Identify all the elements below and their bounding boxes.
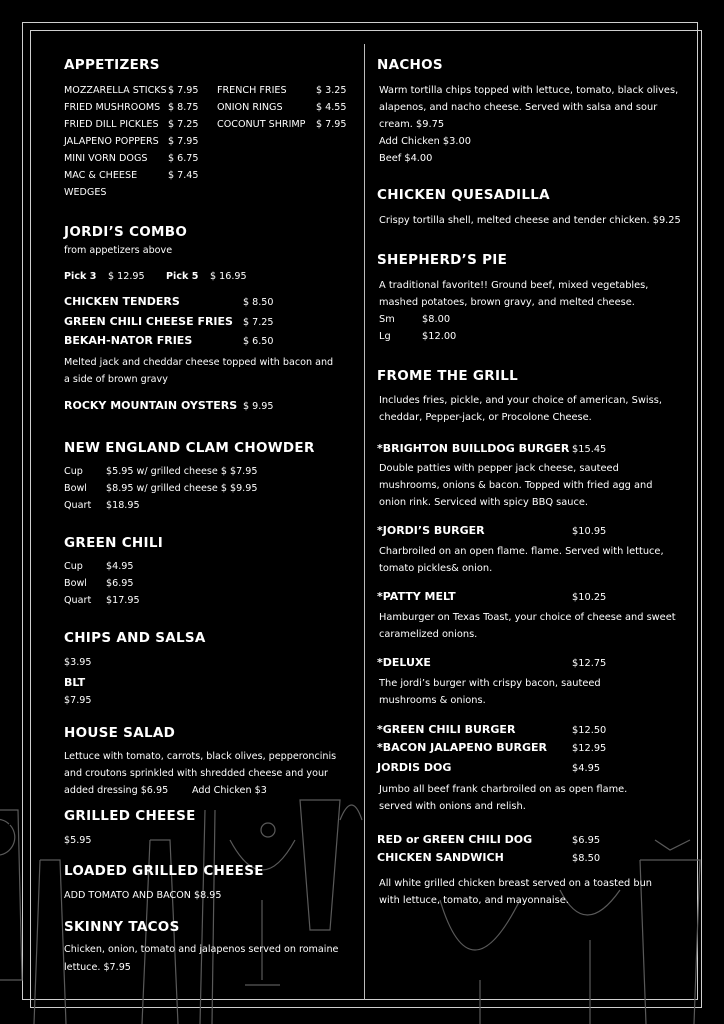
green-chili-price: $17.95 xyxy=(106,595,140,606)
appetizer-name: COCONUT SHRIMP xyxy=(217,119,306,130)
jordis-dog-price: $4.95 xyxy=(572,763,601,774)
patty-melt-name: *PATTY MELT xyxy=(377,590,456,603)
patty-melt-price: $10.25 xyxy=(572,592,607,603)
combo-item-name: BEKAH-NATOR FRIES xyxy=(64,334,193,347)
green-chili-size: Quart xyxy=(64,595,92,606)
green-chili-size: Cup xyxy=(64,561,83,572)
bacon-jalapeno-burger-price: $12.95 xyxy=(572,743,607,754)
brighton-burger-description: onion rink. Serviced with spicy BBQ sauce. xyxy=(379,497,588,508)
chowder-price: $18.95 xyxy=(106,500,140,511)
house-salad-description: and croutons sprinkled with shredded cheese and your xyxy=(64,768,328,779)
nachos-beef: Beef $4.00 xyxy=(379,153,433,164)
appetizer-name: FRIED DILL PICKLES xyxy=(64,119,159,130)
brighton-burger-description: Double patties with pepper jack cheese, sauteed xyxy=(379,463,619,474)
combo-heading: JORDI’S COMBO xyxy=(64,224,188,240)
chips-heading: CHIPS AND SALSA xyxy=(64,630,206,646)
patty-melt-description: Hamburger on Texas Toast, your choice of cheese and sweet xyxy=(379,612,676,623)
green-chili-burger-name: *GREEN CHILI BURGER xyxy=(377,723,516,736)
shepherds-pie-price: $12.00 xyxy=(422,331,457,342)
skinny-tacos-description: lettuce. $7.95 xyxy=(64,962,131,973)
jordis-dog-description: served with onions and relish. xyxy=(379,801,526,812)
house-salad-heading: HOUSE SALAD xyxy=(64,725,176,741)
loaded-grilled-cheese-line: ADD TOMATO AND BACON $8.95 xyxy=(64,890,222,901)
loaded-grilled-cheese-heading: LOADED GRILLED CHEESE xyxy=(64,863,264,879)
shepherds-pie-description: A traditional favorite!! Ground beef, mixed vegetables, xyxy=(379,280,649,291)
chowder-size: Quart xyxy=(64,500,92,511)
chowder-heading: NEW ENGLAND CLAM CHOWDER xyxy=(64,440,315,456)
skinny-tacos-heading: SKINNY TACOS xyxy=(64,919,180,935)
chili-dog-price: $6.95 xyxy=(572,835,601,846)
chowder-size: Cup xyxy=(64,466,83,477)
grilled-cheese-price: $5.95 xyxy=(64,835,92,846)
oysters-price: $ 9.95 xyxy=(243,401,274,412)
chicken-sandwich-price: $8.50 xyxy=(572,853,601,864)
appetizer-name: FRIED MUSHROOMS xyxy=(64,102,161,113)
brighton-burger-description: mushrooms, onions & bacon. Topped with fried agg and xyxy=(379,480,653,491)
jordis-burger-description: tomato pickles& onion. xyxy=(379,563,493,574)
brighton-burger-name: *BRIGHTON BUILLDOG BURGER xyxy=(377,442,570,455)
grill-heading: FROME THE GRILL xyxy=(377,368,519,384)
nachos-add-chicken: Add Chicken $3.00 xyxy=(379,136,471,147)
combo-description: a side of brown gravy xyxy=(64,374,168,385)
green-chili-price: $4.95 xyxy=(106,561,134,572)
shepherds-pie-price: $8.00 xyxy=(422,314,451,325)
pick5-label: Pick 5 xyxy=(166,271,199,282)
appetizers-heading: APPETIZERS xyxy=(64,57,160,73)
deluxe-price: $12.75 xyxy=(572,658,607,669)
brighton-burger-price: $15.45 xyxy=(572,444,607,455)
combo-item-price: $ 6.50 xyxy=(243,336,274,347)
combo-item-name: CHICKEN TENDERS xyxy=(64,295,180,308)
appetizer-price: $ 6.75 xyxy=(168,153,199,164)
shepherds-pie-heading: SHEPHERD’S PIE xyxy=(377,252,508,268)
appetizer-name: WEDGES xyxy=(64,187,107,198)
chicken-sandwich-description: All white grilled chicken breast served on a toasted bun xyxy=(379,878,652,889)
grill-description: cheddar, Pepper-jack, or Procolone Cheese. xyxy=(379,412,592,423)
blt-name: BLT xyxy=(64,676,86,689)
appetizer-price: $ 7.25 xyxy=(168,119,199,130)
jordis-dog-description: Jumbo all beef frank charbroiled on as open flame. xyxy=(379,784,628,795)
chowder-price: $8.95 w/ grilled cheese $ $9.95 xyxy=(106,483,258,494)
shepherds-pie-description: mashed potatoes, brown gravy, and melted cheese. xyxy=(379,297,635,308)
appetizer-name: ONION RINGS xyxy=(217,102,283,113)
appetizer-name: JALAPENO POPPERS xyxy=(64,136,159,147)
appetizer-price: $ 8.75 xyxy=(168,102,199,113)
deluxe-name: *DELUXE xyxy=(377,656,431,669)
green-chili-size: Bowl xyxy=(64,578,87,589)
appetizer-price: $ 7.45 xyxy=(168,170,199,181)
quesadilla-heading: CHICKEN QUESADILLA xyxy=(377,187,550,203)
appetizer-name: MAC & CHEESE xyxy=(64,170,138,181)
chicken-sandwich-name: CHICKEN SANDWICH xyxy=(377,851,504,864)
appetizer-price: $ 7.95 xyxy=(316,119,347,130)
appetizer-price: $ 7.95 xyxy=(168,136,199,147)
deluxe-description: The jordi’s burger with crispy bacon, sauteed xyxy=(379,678,601,689)
house-salad-add: Add Chicken $3 xyxy=(192,785,267,796)
combo-item-price: $ 8.50 xyxy=(243,297,274,308)
shepherds-pie-size: Sm xyxy=(379,314,395,325)
oysters-name: ROCKY MOUNTAIN OYSTERS xyxy=(64,399,238,412)
house-salad-description: added dressing $6.95 xyxy=(64,785,169,796)
blt-price: $7.95 xyxy=(64,695,92,706)
green-chili-heading: GREEN CHILI xyxy=(64,535,164,551)
appetizer-price: $ 7.95 xyxy=(168,85,199,96)
combo-subtitle: from appetizers above xyxy=(64,245,173,256)
chips-price: $3.95 xyxy=(64,657,92,668)
nachos-description: alapenos, and nacho cheese. Served with salsa and sour xyxy=(379,102,658,113)
shepherds-pie-size: Lg xyxy=(379,331,391,342)
appetizer-price: $ 3.25 xyxy=(316,85,347,96)
appetizer-name: FRENCH FRIES xyxy=(217,85,287,96)
green-chili-burger-price: $12.50 xyxy=(572,725,607,736)
combo-description: Melted jack and cheddar cheese topped with bacon and xyxy=(64,357,334,368)
combo-item-name: GREEN CHILI CHEESE FRIES xyxy=(64,315,233,328)
chowder-size: Bowl xyxy=(64,483,87,494)
chili-dog-name: RED or GREEN CHILI DOG xyxy=(377,833,533,846)
chowder-price: $5.95 w/ grilled cheese $ $7.95 xyxy=(106,466,258,477)
nachos-description: cream. $9.75 xyxy=(379,119,445,130)
patty-melt-description: caramelized onions. xyxy=(379,629,478,640)
house-salad-description: Lettuce with tomato, carrots, black olives, pepperoncinis xyxy=(64,751,337,762)
pick3-price: $ 12.95 xyxy=(108,271,145,282)
quesadilla-description: Crispy tortilla shell, melted cheese and tender chicken. $9.25 xyxy=(379,215,681,226)
nachos-heading: NACHOS xyxy=(377,57,443,73)
jordis-burger-name: *JORDI’S BURGER xyxy=(377,524,485,537)
bacon-jalapeno-burger-name: *BACON JALAPENO BURGER xyxy=(377,741,548,754)
appetizer-name: MINI VORN DOGS xyxy=(64,153,148,164)
nachos-description: Warm tortilla chips topped with lettuce, tomato, black olives, xyxy=(379,85,679,96)
jordis-burger-description: Charbroiled on an open flame. flame. Served with lettuce, xyxy=(379,546,664,557)
appetizer-name: MOZZARELLA STICKS xyxy=(64,85,167,96)
jordis-dog-name: JORDIS DOG xyxy=(377,761,452,774)
deluxe-description: mushrooms & onions. xyxy=(379,695,486,706)
green-chili-price: $6.95 xyxy=(106,578,134,589)
pick3-label: Pick 3 xyxy=(64,271,97,282)
grill-description: Includes fries, pickle, and your choice of american, Swiss, xyxy=(379,395,662,406)
pick5-price: $ 16.95 xyxy=(210,271,247,282)
combo-item-price: $ 7.25 xyxy=(243,317,274,328)
chicken-sandwich-description: with lettuce, tomato, and mayonnaise. xyxy=(379,895,569,906)
skinny-tacos-description: Chicken, onion, tomato and jalapenos served on romaine xyxy=(64,944,339,955)
appetizer-price: $ 4.55 xyxy=(316,102,347,113)
jordis-burger-price: $10.95 xyxy=(572,526,607,537)
grilled-cheese-heading: GRILLED CHEESE xyxy=(64,808,196,824)
